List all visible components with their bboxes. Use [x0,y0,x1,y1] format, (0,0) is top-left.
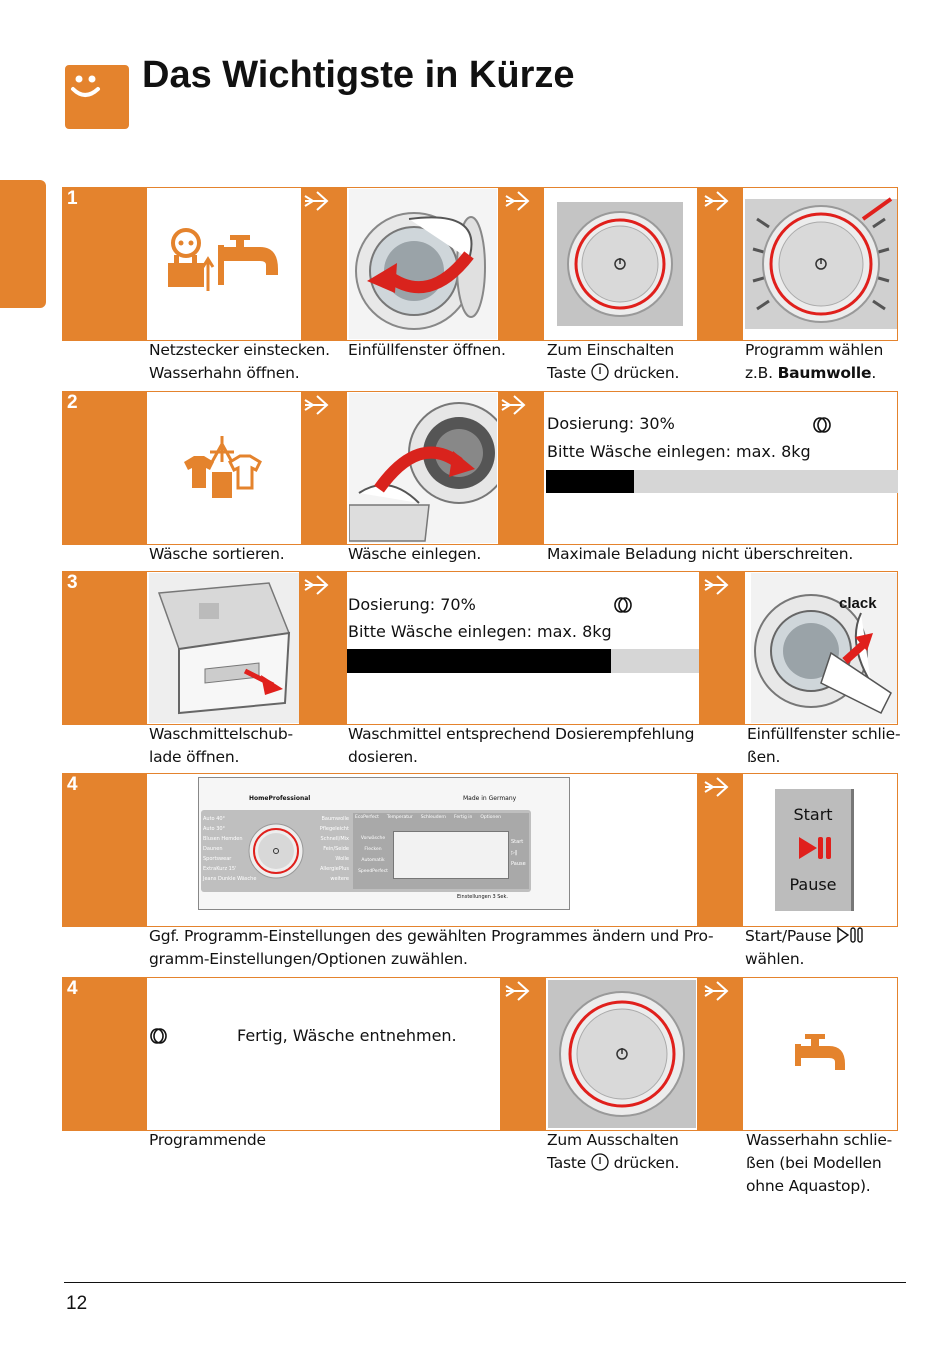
panel-hold-hint: Einstellungen 3 Sek. [457,894,508,900]
display-prompt: Bitte Wäsche einlegen: max. 8kg [547,442,811,461]
row-3-sep-1 [299,572,347,724]
smiley-logo [65,65,129,129]
clack-label: clack [839,595,877,612]
dosage-progress-track [546,470,898,493]
page-title: Das Wichtigste in Kürze [142,54,575,96]
row-5-frame [62,977,898,1131]
panel-left-buttons: Vorwäsche Flecken Automatik SpeedPerfect [358,836,388,874]
caption-plug-tap: Netzstecker einstecken. Wasserhahn öffnen. [149,341,330,382]
pause-label: Pause [789,875,837,894]
display-finished-message: Fertig, Wäsche entnehmen. [237,1026,457,1045]
program-knob-icon [247,822,305,880]
caption-program-end: Programmende [149,1131,266,1149]
caption-switch-off: Zum Ausschalten Taste drücken. [547,1131,680,1172]
panel-brand: HomeProfessional [249,795,311,802]
power-knob-illustration [557,202,683,326]
sort-laundry-icon [180,432,264,502]
panel-side-buttons: Start ▷‖ Pause [511,839,526,867]
step-number: 1 [67,188,78,209]
caption-close-tap: Wasserhahn schlie- ßen (bei Modellen ohne Aquastop). [746,1131,893,1195]
drum-status-icon [613,597,633,613]
row-4-number-cell [63,774,147,926]
start-label: Start [793,805,833,824]
play-pause-icon [797,835,833,861]
arrow-right-icon [303,190,331,212]
dosage-progress-fill [546,470,634,493]
plug-and-tap-icon [160,225,285,295]
row-4-sep-1 [697,774,743,926]
display-dosage: Dosierung: 70% [348,595,476,614]
row-5-sep-1 [500,978,546,1130]
row-5-sep-2 [697,978,743,1130]
row-1-sep-2 [498,188,544,340]
row-3-number-cell [63,572,147,724]
caption-sort: Wäsche sortieren. [149,545,285,563]
caption-close-door: Einfüllfenster schlie- ßen. [747,725,901,766]
door-open-illustration [349,189,497,339]
play-pause-outline-icon [836,926,866,944]
caption-open-door: Einfüllfenster öffnen. [348,341,506,359]
panel-face [201,810,531,892]
program-knob-illustration [745,189,897,339]
caption-max-load: Maximale Beladung nicht überschreiten. [547,545,854,563]
arrow-right-icon [303,574,331,596]
detergent-drawer-illustration [149,573,299,723]
row-3-sep-2 [699,572,745,724]
panel-screen [393,831,509,879]
arrow-right-icon [303,394,331,416]
step-number: 4 [67,774,78,795]
control-panel-illustration [198,777,570,910]
panel-programs-left: Auto 40° Auto 30° Blusen Hemden Daunen Sportswear ExtraKurz 15' Jeans Dunkle Wäsche [203,816,257,882]
display-dosage: Dosierung: 30% [547,414,675,433]
step-number: 4 [67,978,78,999]
load-laundry-illustration [349,393,497,543]
dosage-progress-fill [347,649,611,673]
smiley-icon [65,65,129,129]
power-icon [591,1153,609,1171]
start-pause-button[interactable] [775,789,854,911]
step-number: 3 [67,572,78,593]
panel-made-in: Made in Germany [463,795,517,802]
arrow-right-icon [500,394,528,416]
drum-status-icon [812,417,832,433]
row-2-sep-2 [498,392,544,544]
caption-select-program: Programm wählen z.B. Baumwolle. [745,341,884,382]
arrow-right-icon [504,190,532,212]
panel-programs-right: Baumwolle Pflegeleicht Schnell/Mix Fein/Seide Wolle AllergiePlus weitere [319,816,349,882]
row-2-number-cell [63,392,147,544]
power-off-knob-illustration [548,980,696,1128]
drum-status-icon [149,1028,167,1044]
chapter-tab [0,180,46,308]
display-prompt: Bitte Wäsche einlegen: max. 8kg [348,622,612,641]
row-1-sep-1 [301,188,347,340]
panel-top-buttons: EcoPerfect Temperatur Schleudern Fertig in Optionen [355,815,502,820]
caption-start-pause: Start/Pause wählen. [745,925,866,971]
row-1-number-cell [63,188,147,340]
caption-drawer: Waschmittelschub- lade öffnen. [149,725,293,766]
arrow-right-icon [504,980,532,1002]
footer-rule [64,1282,906,1283]
caption-settings: Ggf. Programm-Einstellungen des gewählten Programmes ändern und Pro- gramm-Einstellungen/Optionen zuwählen. [149,927,714,968]
arrow-right-icon [703,574,731,596]
arrow-right-icon [703,776,731,798]
arrow-right-icon [703,190,731,212]
power-icon [591,363,609,381]
arrow-right-icon [703,980,731,1002]
step-number: 2 [67,392,78,413]
tap-icon [793,1032,849,1074]
caption-switch-on: Zum Einschalten Taste drücken. [547,341,680,382]
door-close-illustration [751,573,897,723]
caption-load: Wäsche einlegen. [348,545,482,563]
dosage-progress-track [347,649,699,673]
row-5-number-cell [63,978,147,1130]
panel-display-area [353,813,529,889]
row-2-sep-1 [301,392,347,544]
caption-dose: Waschmittel entsprechend Dosierempfehlung dosieren. [348,725,695,766]
row-1-sep-3 [697,188,743,340]
page-number: 12 [66,1293,88,1314]
